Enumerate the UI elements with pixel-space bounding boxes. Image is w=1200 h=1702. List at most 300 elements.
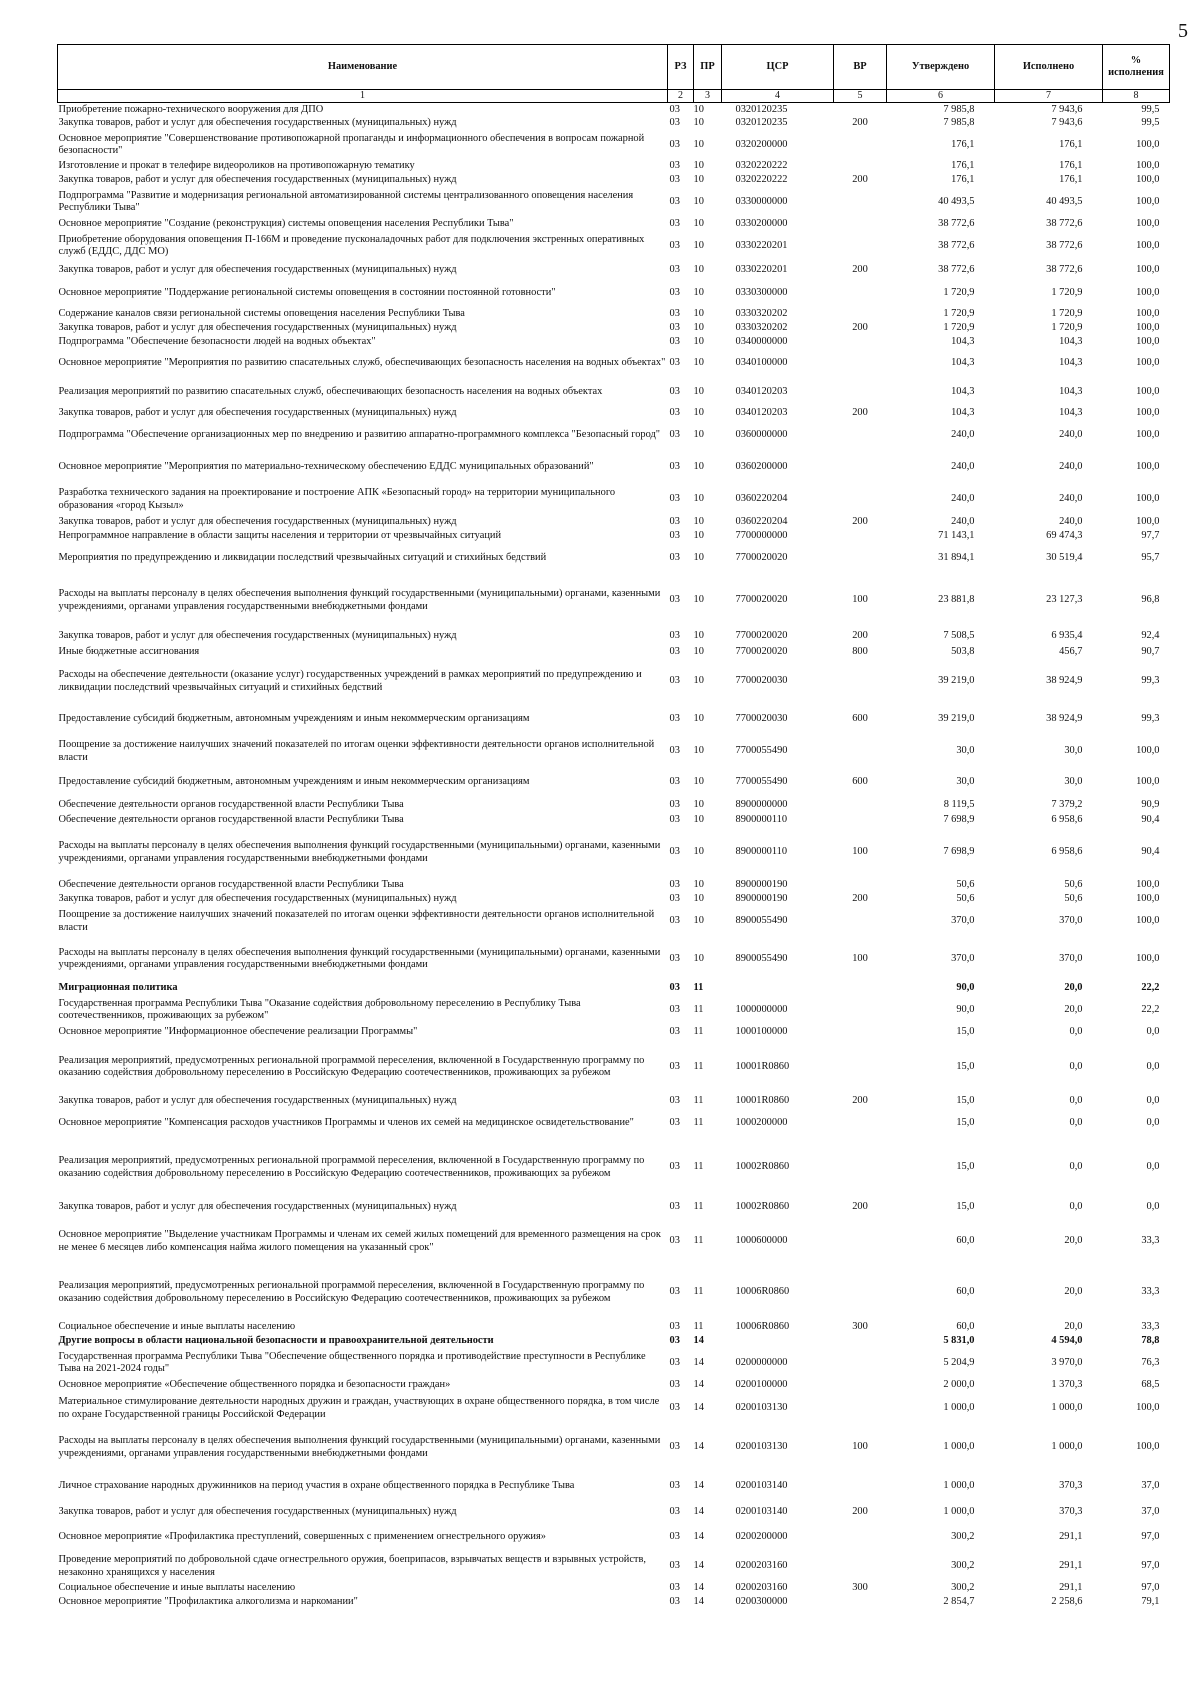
cell-csr: 0200103130 <box>735 1402 788 1414</box>
cell-percent: 100,0 <box>1136 516 1160 528</box>
cell-pr: 10 <box>693 322 704 334</box>
cell-name: Непрограммное направление в области защиты населения и территории от чрезвычайных ситуаций <box>58 530 502 542</box>
cell-pr: 10 <box>693 915 704 927</box>
cell-rz: 03 <box>669 138 680 150</box>
cell-pr: 10 <box>693 594 704 606</box>
cell-pr: 14 <box>693 1596 704 1608</box>
cell-csr: 0340120203 <box>735 385 788 397</box>
table-row <box>58 937 1170 982</box>
cell-approved: 8 119,5 <box>943 798 975 810</box>
cell-name: Обеспечение деятельности органов государственной власти Республики Тыва <box>58 878 404 890</box>
cell-percent: 99,3 <box>1141 675 1160 687</box>
cell-name: Личное страхование народных дружинников на период участия в охране общественного порядка в Республике Тыва <box>58 1480 575 1492</box>
cell-executed: 1 370,3 <box>1051 1378 1083 1390</box>
cell-vr: 100 <box>852 952 868 964</box>
cell-vr <box>834 1349 887 1378</box>
cell-percent: 100,0 <box>1136 239 1160 251</box>
cell-rz: 03 <box>669 307 680 319</box>
cell-vr: 600 <box>852 713 868 725</box>
cell-percent: 37,0 <box>1141 1480 1160 1492</box>
table-row <box>58 1582 1170 1596</box>
table-row <box>58 1109 1170 1139</box>
page-number: 5 <box>1178 20 1188 42</box>
cell-vr: 200 <box>852 1095 868 1107</box>
cell-csr: 0340100000 <box>735 356 788 368</box>
cell-executed: 20,0 <box>1064 982 1083 994</box>
table-row <box>58 768 1170 798</box>
cell-approved: 5 831,0 <box>943 1335 975 1347</box>
cell-executed: 38 772,6 <box>1046 264 1083 276</box>
cell-pr: 10 <box>693 103 704 115</box>
cell-approved: 7 985,8 <box>943 117 975 129</box>
cell-name: Разработка технического задания на проектирование и построение АПК «Безопасный город» на территории муниципального образования «город Кызыл» <box>58 487 616 511</box>
table-row <box>58 160 1170 174</box>
cell-rz: 03 <box>669 1560 680 1572</box>
table-row <box>58 1219 1170 1265</box>
cell-percent: 100,0 <box>1136 195 1160 207</box>
cell-csr: 7700020020 <box>735 594 788 606</box>
cell-rz: 03 <box>669 893 680 905</box>
column-number: 8 <box>1103 90 1170 103</box>
cell-executed: 7 379,2 <box>1051 798 1083 810</box>
cell-name: Закупка товаров, работ и услуг для обеспечения государственных (муниципальных) нужд <box>58 1201 457 1213</box>
table-row <box>58 217 1170 232</box>
cell-executed: 6 958,6 <box>1051 813 1083 825</box>
cell-pr: 11 <box>693 1003 704 1015</box>
cell-csr: 0320200000 <box>735 138 788 150</box>
cell-percent: 100,0 <box>1136 307 1160 319</box>
cell-percent: 100,0 <box>1136 915 1160 927</box>
cell-rz: 03 <box>669 516 680 528</box>
cell-approved: 104,3 <box>951 335 975 347</box>
cell-rz: 03 <box>669 1235 680 1247</box>
cell-name: Содержание каналов связи региональной системы оповещения населения Республики Тыва <box>58 307 465 319</box>
cell-approved: 38 772,6 <box>938 217 975 229</box>
cell-percent: 100,0 <box>1136 745 1160 757</box>
table-row <box>58 1265 1170 1321</box>
cell-csr: 7700055490 <box>735 745 788 757</box>
cell-percent: 90,9 <box>1141 798 1160 810</box>
table-row <box>58 1503 1170 1523</box>
cell-vr <box>834 1040 887 1095</box>
cell-csr: 10001R0860 <box>735 1060 790 1072</box>
cell-name: Социальное обеспечение и иные выплаты населению <box>58 1321 296 1333</box>
cell-vr <box>834 336 887 349</box>
column-number: 7 <box>995 90 1103 103</box>
table-row <box>58 484 1170 516</box>
cell-pr: 10 <box>693 893 704 905</box>
cell-pr: 10 <box>693 530 704 542</box>
column-number: 2 <box>668 90 694 103</box>
cell-name: Закупка товаров, работ и услуг для обеспечения государственных (муниципальных) нужд <box>58 1506 457 1518</box>
cell-percent: 100,0 <box>1136 1402 1160 1414</box>
cell-executed: 7 943,6 <box>1051 117 1083 129</box>
table-row <box>58 421 1170 451</box>
cell-percent: 100,0 <box>1136 287 1160 299</box>
cell-vr <box>834 530 887 544</box>
table-row <box>58 336 1170 349</box>
budget-table <box>57 44 1170 1610</box>
cell-vr <box>834 451 887 484</box>
cell-name: Поощрение за достижение наилучших значений показателей по итогам оценки эффективности деятельности органов исполнительной власти <box>58 739 655 763</box>
table-row <box>58 982 1170 996</box>
cell-vr <box>834 103 887 117</box>
cell-rz: 03 <box>669 1161 680 1173</box>
cell-approved: 104,3 <box>951 356 975 368</box>
cell-executed: 104,3 <box>1059 335 1083 347</box>
header-percent: % исполнения <box>1103 45 1170 90</box>
cell-name: Основное мероприятие "Выделение участникам Программы и членам их семей жилых помещений для временного размещения на срок не менее 6 месяцев либо компенсация найма жилого помещения на указанный срок" <box>58 1229 661 1253</box>
table-row <box>58 646 1170 660</box>
cell-rz: 03 <box>669 675 680 687</box>
cell-name: Закупка товаров, работ и услуг для обеспечения государственных (муниципальных) нужд <box>58 407 457 419</box>
table-row <box>58 281 1170 307</box>
cell-pr: 11 <box>693 1095 704 1107</box>
cell-executed: 240,0 <box>1059 516 1083 528</box>
cell-approved: 15,0 <box>956 1095 975 1107</box>
cell-pr: 10 <box>693 552 704 564</box>
cell-rz: 03 <box>669 630 680 642</box>
cell-pr: 10 <box>693 217 704 229</box>
cell-percent: 97,0 <box>1141 1530 1160 1542</box>
cell-percent: 79,1 <box>1141 1596 1160 1608</box>
cell-executed: 370,0 <box>1059 952 1083 964</box>
cell-rz: 03 <box>669 1582 680 1594</box>
cell-csr: 0320220222 <box>735 174 788 186</box>
cell-executed: 40 493,5 <box>1046 195 1083 207</box>
cell-executed: 291,1 <box>1059 1530 1083 1542</box>
cell-rz: 03 <box>669 646 680 658</box>
cell-percent: 97,0 <box>1141 1560 1160 1572</box>
cell-pr: 10 <box>693 952 704 964</box>
cell-rz: 03 <box>669 813 680 825</box>
cell-vr: 200 <box>852 630 868 642</box>
cell-percent: 97,0 <box>1141 1582 1160 1594</box>
cell-percent: 22,2 <box>1141 1003 1160 1015</box>
cell-vr <box>834 544 887 574</box>
cell-approved: 60,0 <box>956 1286 975 1298</box>
table-row <box>58 628 1170 646</box>
cell-name: Расходы на выплаты персоналу в целях обеспечения выполнения функций государственными (муниципальными) органами, казенными учреждениями, органами управления государственными внебюджетными фондами <box>58 1435 661 1459</box>
cell-name: Основное мероприятие "Поддержание региональной системы оповещения в состоянии постоянной готовности" <box>58 287 556 299</box>
cell-percent: 0,0 <box>1146 1161 1160 1173</box>
table-row <box>58 1552 1170 1582</box>
cell-executed: 291,1 <box>1059 1560 1083 1572</box>
cell-percent: 90,7 <box>1141 646 1160 658</box>
table-row <box>58 307 1170 322</box>
cell-rz: 03 <box>669 460 680 472</box>
cell-approved: 90,0 <box>956 1003 975 1015</box>
cell-percent: 100,0 <box>1136 407 1160 419</box>
cell-vr <box>834 907 887 937</box>
cell-vr <box>834 1139 887 1197</box>
cell-pr: 10 <box>693 493 704 505</box>
cell-name: Другие вопросы в области национальной безопасности и правоохранительной деятельности <box>58 1335 494 1347</box>
cell-pr: 10 <box>693 160 704 172</box>
cell-percent: 100,0 <box>1136 356 1160 368</box>
table-row <box>58 174 1170 188</box>
table-row <box>58 188 1170 217</box>
table-row <box>58 530 1170 544</box>
cell-pr: 14 <box>693 1335 704 1347</box>
cell-csr: 8900000110 <box>735 813 788 825</box>
cell-rz: 03 <box>669 322 680 334</box>
cell-vr: 100 <box>852 594 868 606</box>
cell-vr <box>834 281 887 307</box>
cell-name: Закупка товаров, работ и услуг для обеспечения государственных (муниципальных) нужд <box>58 322 457 334</box>
cell-name: Обеспечение деятельности органов государственной власти Республики Тыва <box>58 798 404 810</box>
cell-rz: 03 <box>669 287 680 299</box>
cell-pr: 11 <box>693 1117 704 1129</box>
cell-executed: 2 258,6 <box>1051 1596 1083 1608</box>
cell-rz: 03 <box>669 1201 680 1213</box>
cell-vr <box>834 1471 887 1503</box>
table-row <box>58 1335 1170 1349</box>
cell-percent: 100,0 <box>1136 217 1160 229</box>
cell-percent: 99,3 <box>1141 713 1160 725</box>
cell-approved: 370,0 <box>951 915 975 927</box>
cell-percent: 100,0 <box>1136 385 1160 397</box>
cell-executed: 291,1 <box>1059 1582 1083 1594</box>
cell-name: Реализация мероприятий, предусмотренных региональной программой переселения, включенной в Государственную программу по оказанию содействия добровольному переселению в Российскую Федерацию соотечественников, проживающих за рубежом <box>58 1280 645 1304</box>
cell-pr: 10 <box>693 385 704 397</box>
cell-approved: 2 854,7 <box>943 1596 975 1608</box>
cell-name: Закупка товаров, работ и услуг для обеспечения государственных (муниципальных) нужд <box>58 630 457 642</box>
cell-vr <box>834 307 887 322</box>
cell-csr: 8900000110 <box>735 846 788 858</box>
cell-percent: 96,8 <box>1141 594 1160 606</box>
cell-percent: 33,3 <box>1141 1286 1160 1298</box>
cell-percent: 78,8 <box>1141 1335 1160 1347</box>
table-row <box>58 1095 1170 1109</box>
cell-approved: 7 698,9 <box>943 846 975 858</box>
cell-csr: 1000200000 <box>735 1117 788 1129</box>
cell-pr: 10 <box>693 407 704 419</box>
cell-csr: 0200300000 <box>735 1596 788 1608</box>
cell-vr: 600 <box>852 776 868 788</box>
table-row <box>58 1393 1170 1425</box>
cell-name: Закупка товаров, работ и услуг для обеспечения государственных (муниципальных) нужд <box>58 516 457 528</box>
cell-name: Расходы на выплаты персоналу в целях обеспечения выполнения функций государственными (муниципальными) органами, казенными учреждениями, органами управления государственными внебюджетными фондами <box>58 588 661 612</box>
cell-percent: 0,0 <box>1146 1201 1160 1213</box>
cell-csr: 0330320202 <box>735 322 788 334</box>
cell-name: Приобретение пожарно-технического вооружения для ДПО <box>58 103 324 115</box>
cell-vr <box>834 378 887 407</box>
cell-name: Расходы на обеспечение деятельности (оказание услуг) государственных учреждений в рамках мероприятий по предупреждению и ликвидации последствий чрезвычайных ситуаций и стихийных бедствий <box>58 669 642 693</box>
cell-vr: 200 <box>852 1506 868 1518</box>
cell-pr: 10 <box>693 335 704 347</box>
cell-approved: 176,1 <box>951 138 975 150</box>
cell-executed: 30,0 <box>1064 745 1083 757</box>
column-number: 1 <box>58 90 668 103</box>
table-row <box>58 1471 1170 1503</box>
cell-approved: 1 720,9 <box>943 287 975 299</box>
cell-percent: 97,7 <box>1141 530 1160 542</box>
cell-csr: 8900000190 <box>735 878 788 890</box>
cell-rz: 03 <box>669 103 680 115</box>
cell-vr: 200 <box>852 264 868 276</box>
table-row <box>58 232 1170 261</box>
cell-pr: 10 <box>693 646 704 658</box>
cell-approved: 240,0 <box>951 460 975 472</box>
cell-csr: 1000600000 <box>735 1235 788 1247</box>
cell-pr: 11 <box>693 1025 704 1037</box>
cell-approved: 7 698,9 <box>943 813 975 825</box>
cell-csr: 0330320202 <box>735 307 788 319</box>
cell-executed: 0,0 <box>1069 1025 1083 1037</box>
cell-rz: 03 <box>669 385 680 397</box>
cell-rz: 03 <box>669 1530 680 1542</box>
cell-rz: 03 <box>669 952 680 964</box>
cell-csr: 0200203160 <box>735 1582 788 1594</box>
cell-pr: 10 <box>693 813 704 825</box>
table-row <box>58 893 1170 907</box>
cell-rz: 03 <box>669 195 680 207</box>
cell-executed: 0,0 <box>1069 1201 1083 1213</box>
cell-executed: 104,3 <box>1059 385 1083 397</box>
cell-percent: 99,5 <box>1141 103 1160 115</box>
cell-percent: 100,0 <box>1136 160 1160 172</box>
cell-approved: 39 219,0 <box>938 675 975 687</box>
cell-rz: 03 <box>669 1441 680 1453</box>
cell-percent: 33,3 <box>1141 1321 1160 1333</box>
cell-rz: 03 <box>669 1025 680 1037</box>
cell-vr <box>834 1596 887 1610</box>
cell-pr: 10 <box>693 307 704 319</box>
table-row <box>58 1025 1170 1040</box>
cell-rz: 03 <box>669 335 680 347</box>
cell-pr: 10 <box>693 287 704 299</box>
cell-approved: 39 219,0 <box>938 713 975 725</box>
cell-vr <box>834 160 887 174</box>
cell-approved: 104,3 <box>951 385 975 397</box>
cell-percent: 100,0 <box>1136 1441 1160 1453</box>
cell-percent: 37,0 <box>1141 1506 1160 1518</box>
column-number: 5 <box>834 90 887 103</box>
cell-vr: 300 <box>852 1582 868 1594</box>
cell-csr: 0200103140 <box>735 1506 788 1518</box>
column-number: 6 <box>887 90 995 103</box>
cell-rz: 03 <box>669 713 680 725</box>
cell-name: Обеспечение деятельности органов государственной власти Республики Тыва <box>58 813 404 825</box>
cell-percent: 0,0 <box>1146 1060 1160 1072</box>
cell-approved: 60,0 <box>956 1235 975 1247</box>
cell-name: Государственная программа Республики Тыва "Оказание содействия добровольному переселению в Республику Тыва соотечественников, проживающих за рубежом" <box>58 997 581 1021</box>
cell-vr <box>834 878 887 893</box>
cell-approved: 15,0 <box>956 1060 975 1072</box>
cell-pr: 14 <box>693 1402 704 1414</box>
table-row <box>58 813 1170 828</box>
cell-vr <box>834 1523 887 1552</box>
cell-approved: 300,2 <box>951 1560 975 1572</box>
cell-executed: 38 924,9 <box>1046 713 1083 725</box>
cell-name: Иные бюджетные ассигнования <box>58 646 200 658</box>
cell-pr: 10 <box>693 846 704 858</box>
cell-csr <box>722 982 834 996</box>
cell-rz: 03 <box>669 530 680 542</box>
cell-executed: 3 970,0 <box>1051 1356 1083 1368</box>
cell-percent: 33,3 <box>1141 1235 1160 1247</box>
cell-rz: 03 <box>669 1596 680 1608</box>
cell-vr: 300 <box>852 1321 868 1333</box>
table-row <box>58 1425 1170 1471</box>
table-row <box>58 103 1170 117</box>
cell-rz: 03 <box>669 1402 680 1414</box>
cell-approved: 104,3 <box>951 407 975 419</box>
cell-executed: 370,0 <box>1059 915 1083 927</box>
cell-pr: 11 <box>693 1235 704 1247</box>
cell-pr: 10 <box>693 630 704 642</box>
cell-name: Материальное стимулирование деятельности народных дружин и граждан, участвующих в охране общественного порядка, в том числе по охране Государственной границы Российской Федерации <box>58 1396 660 1420</box>
cell-csr: 8900055490 <box>735 952 788 964</box>
cell-percent: 100,0 <box>1136 460 1160 472</box>
cell-csr: 10002R0860 <box>735 1161 790 1173</box>
cell-name: Реализация мероприятий по развитию спасательных служб, обеспечивающих безопасность населения на водных объектах <box>58 385 603 397</box>
cell-csr: 0200200000 <box>735 1530 788 1542</box>
cell-name: Основное мероприятие "Мероприятия по материально-техническому обеспечению ЕДДС муниципальных образований" <box>58 460 594 472</box>
table-row <box>58 544 1170 574</box>
cell-csr: 10002R0860 <box>735 1201 790 1213</box>
table-row <box>58 736 1170 768</box>
cell-executed: 38 772,6 <box>1046 239 1083 251</box>
cell-csr: 8900000190 <box>735 893 788 905</box>
cell-rz: 03 <box>669 407 680 419</box>
cell-percent: 100,0 <box>1136 952 1160 964</box>
cell-executed: 370,3 <box>1059 1506 1083 1518</box>
cell-vr: 100 <box>852 846 868 858</box>
cell-pr: 10 <box>693 138 704 150</box>
header-name: Наименование <box>58 45 668 90</box>
table-row <box>58 1197 1170 1219</box>
cell-pr: 14 <box>693 1356 704 1368</box>
cell-vr <box>834 660 887 704</box>
cell-executed: 0,0 <box>1069 1095 1083 1107</box>
cell-csr: 7700020020 <box>735 646 788 658</box>
cell-rz: 03 <box>669 878 680 890</box>
cell-vr <box>834 349 887 378</box>
cell-csr: 0330220201 <box>735 264 788 276</box>
cell-pr: 14 <box>693 1582 704 1594</box>
cell-vr <box>834 217 887 232</box>
cell-approved: 7 985,8 <box>943 103 975 115</box>
cell-rz: 03 <box>669 1095 680 1107</box>
cell-vr <box>834 1552 887 1582</box>
cell-percent: 90,4 <box>1141 813 1160 825</box>
cell-percent: 100,0 <box>1136 335 1160 347</box>
cell-csr: 0360200000 <box>735 460 788 472</box>
cell-executed: 1 000,0 <box>1051 1402 1083 1414</box>
cell-approved: 38 772,6 <box>938 239 975 251</box>
cell-percent: 68,5 <box>1141 1378 1160 1390</box>
cell-vr <box>834 131 887 160</box>
cell-csr: 10001R0860 <box>735 1095 790 1107</box>
cell-approved: 15,0 <box>956 1025 975 1037</box>
cell-rz: 03 <box>669 1480 680 1492</box>
cell-pr: 11 <box>693 982 704 994</box>
cell-pr: 11 <box>693 1286 704 1298</box>
cell-csr: 0340000000 <box>735 335 788 347</box>
cell-approved: 60,0 <box>956 1321 975 1333</box>
cell-csr: 0330200000 <box>735 217 788 229</box>
cell-executed: 0,0 <box>1069 1161 1083 1173</box>
cell-percent: 92,4 <box>1141 630 1160 642</box>
cell-approved: 30,0 <box>956 745 975 757</box>
cell-percent: 100,0 <box>1136 893 1160 905</box>
cell-executed: 176,1 <box>1059 138 1083 150</box>
cell-executed: 6 935,4 <box>1051 630 1083 642</box>
cell-approved: 40 493,5 <box>938 195 975 207</box>
cell-pr: 10 <box>693 429 704 441</box>
